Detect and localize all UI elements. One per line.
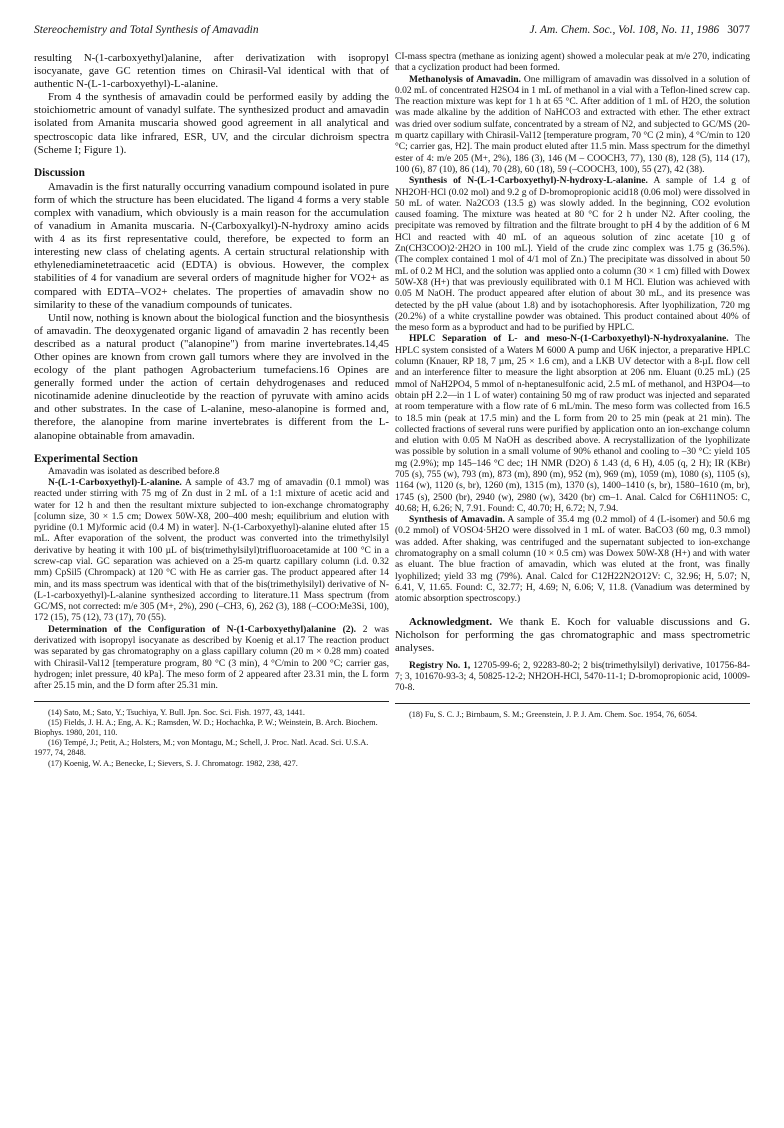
paragraph-body: A sample of 1.4 g of NH2OH·HCl (0.02 mol) and 9.2 g of D-bromopropionic acid18 (0.06 mol) were dissolved in 50 mL of water. Na2CO3 (13.5 g) was slowly added. In the beginning, CO2 evolution caused foaming. The mixture was heated at 80 °C for 2 h under N2. After cooling, the precipitate was removed by filtration and the filtrate brought to pH 4 by the addition of 6 M HCl and reacted with 40 mL of an aqueous solution of zinc acetate [10 g of Zn(CH3COO)2·2H2O in 100 mL]. Yield of the crude zinc complex was 1.75 g (36.5%). (The complex contained 1 mol of 4/1 mol of Zn.) The precipitate was dissolved in about 50 mL of 0.2 M HCl, and the solution was applied onto a column (30 × 1 cm) filled with Dowex 50W-X8 (H+) that was previously equilibrated with 0.1 M HCl. Elution was achieved with 0.05 M NaOH. The product appeared after elution of about 30 mL, and its presence was detected by the pH value (about 1.8) and by isotachophoresis. After lyophilization, 720 mg (20.2%) of a white crystalline powder was obtained. This product contained about 40% of the meso form as a byproduct and had to be purified by HPLC.: [395, 176, 750, 334]
footnote-18: (18) Fu, S. C. J.; Birnbaum, S. M.; Greenstein, J. P. J. Am. Chem. Soc. 1954, 76, 6054.: [409, 709, 698, 719]
run-in-heading: Determination of the Configuration of N-(1-Carboxyethyl)alanine (2).: [48, 624, 357, 635]
paragraph-body: A sample of 35.4 mg (0.2 mmol) of 4 (L-isomer) and 50.6 mg (0.2 mmol) of VOSO4·5H2O were dissolved in 1 mL of water. BaCO3 (60 mg, 0.3 mmol) was added. After shaking, was centrifuged and the supernatant subjected to ion-exchange chromatography on a small column (10 × 0.5 cm) was Dowex 50W-X8 (H+) and with water as eluant. The blue fraction of amavadin, which was eluted at the front, was finally lyophilized; yield 33 mg (79%). Anal. Calcd for C12H22N2O12V: C, 32.96; H, 5.07; N, 6.41, V, 11.65. Found: C, 32.77; H, 4.69; N, 6.06; V, 11.8. (Vanadium was determined by atomic absorption spectroscopy.): [395, 515, 750, 605]
registry-heading: Registry No. 1,: [409, 660, 471, 671]
paragraph-body: 2 was derivatized with isopropyl isocyanate as described by Koenig et al.17 The reaction product was separated by gas chromatography on a glass capillary column (20 m × 0.28 mm) coated with Chirasil-Val12 [temperature program, 80 °C (3 min), 4 °C/min to 200 °C; carrier gas, hydrogen; inlet pressure, 40 kPa]. The meso form of 2 appeared after 23.31 min, the L form after 25.15 min, and the D form after 25.31 min.: [34, 624, 389, 692]
paragraph-body: The HPLC system consisted of a Waters M 6000 A pump and U6K injector, a preparative HPLC column (Knauer, RP 18, 7 µm, 25 × 1.6 cm), and a LKB UV detector with a 8-µL flow cell and an interference filter to measure the light absorption at 206 nm. Eluant (0.25 mL) (25 mmol of NaH2PO4, 5 mmol of n-heptanesulfonic acid, 2.5 mL of methanol, and H3PO4—to obtain pH 2.2—in 1 L of water) containing 50 mg of raw product was injected and separated at room temperature with a flow rate of 6 mL/min. The meso form was collected from 16.5 to 18.5 min (peak at 17.5 min) and the L form from 20 to 25 min (peak at 21 min). The collected fractions of several runs were purified by application onto an ion-exchange column and elution with 0.05 M NaOH as described above. A recrystallization of the lyophilizate was possible by solution in a small volume of 90% ethanol and cooling to –30 °C: yield 105 mg (2.9%); mp 145–146 °C dec; 1H NMR (D2O) δ 1.43 (d, 6 H), 4.05 (q, 2 H); IR (KBr) 705 (s), 755 (w), 793 (m), 873 (m), 890 (m), 952 (m), 969 (m), 1059 (m), 1080 (s), 1105 (s), 1164 (w), 1120 (s, br), 1260 (m), 1315 (m), 1370 (s), 1400–1410 (s, br), 1580–1610 (m, br), 1745 (s), 2500 (br), 2940 (w), 2980 (w), 3420 (br) cm–1. Anal. Calcd for C6H11NO5: C, 40.68; H, 6.26; N, 7.91. Found: C, 40.70; H, 6.72; N, 7.94.: [395, 334, 750, 514]
experimental-paragraph-1: Amavadin was isolated as described before.8: [48, 466, 220, 477]
experimental-paragraph-3: [34, 625, 389, 693]
running-head-citation: [529, 24, 750, 36]
intro-paragraph: resulting N-(1-carboxyethyl)alanine, after derivatization with isopropyl isocyanate, gave GC retention times on Chirasil-Val identical with that of authentic N-(L-1-carboxyethyl)-L-alanine.: [34, 52, 389, 91]
methanolysis-paragraph: [395, 75, 750, 177]
amavadin-synthesis-paragraph: [395, 515, 750, 605]
footnote-15: (15) Fields, J. H. A.; Eng, A. K.; Ramsden, W. D.; Hochachka, P. W.; Weinstein, B. Arch. Biochem. Biophys. 1980, 201, 110.: [34, 717, 378, 737]
acknowledgment-body: We thank E. Koch for valuable discussions and G. Nicholson for performing the gas chromatographic and mass spectrometric analyses.: [395, 615, 750, 654]
footnote-17: (17) Koenig, W. A.; Benecke, I.; Sievers, S. J. Chromatogr. 1982, 238, 427.: [48, 758, 298, 768]
footnote-divider: [395, 703, 750, 704]
run-in-heading: HPLC Separation of L- and meso-N-(1-Carboxyethyl)-N-hydroxyalanine.: [409, 334, 729, 345]
hplc-paragraph: [395, 334, 750, 515]
footnote-16: (16) Tempé, J.; Petit, A.; Holsters, M.; von Montagu, M.; Schell, J. Proc. Natl. Acad. Sci. U.S.A. 1977, 74, 2848.: [34, 738, 369, 758]
page-number: 3077: [727, 24, 750, 36]
running-head: [34, 24, 750, 40]
left-column: [34, 52, 389, 769]
paragraph-body: A sample of 43.7 mg of amavadin (0.1 mmol) was reacted under stirring with 75 mg of Zn dust in 2 mL of a 1:1 mixture of acetic acid and water for 12 h and then the resultant mixture subjected to ion-exchange chromatography [column size, 30 × 1.5 cm; Dowex 50W-X8, 200–400 mesh; equilibrium and elution with pyridine (0.1 M)/formic acid (0.4 M) in water]. N-(1-Carboxyethyl)-alanine eluted after 15 mL. After evaporation of the solvent, the product was converted into the trimethylsilyl derivative by heating it with 100 µL of bis(trimethylsilyl)trifluoroacetamide at 100 °C in a screw-cap vial. GC separation was achieved on a 25-m quartz capillary column (i.d. 0.32 mm) CpSil5 (Chrompack) at 120 °C with He as carrier gas. The product appeared after 14 min, and its mass spectrum was identical with that of the bis(trimethylsilyl) derivative of N-(L-1-carboxyethyl)-L-alanine synthesized according to literature.11 Mass spectrum (from GC/MS, not corrected: m/e 305 (M+, 2%), 290 (–CH3, 6), 262 (3), 188 (–COO:Me3Si, 100), 172 (15), 75 (12), 73 (17), 70 (55).: [34, 477, 389, 624]
ci-mass-paragraph: CI-mass spectra (methane as ionizing agent) showed a molecular peak at m/e 270, indicating that a cyclization product had been formed.: [395, 52, 750, 74]
experimental-heading: Experimental Section: [34, 452, 138, 465]
paragraph-body: One milligram of amavadin was dissolved in a solution of 0.02 mL of concentrated H2SO4 in 1 mL of methanol in a vial with a Teflon-lined screw cap. The reaction mixture was kept for 1 h at 65 °C. After addition of 1 mL of H2O, the solution was made alkaline by the addition of NaHCO3 and extracted with ether. The ether extract was dried over sodium sulfate, concentrated by a stream of N2, and subjected to GC/MS (20-m quartz capillary with Chirasil-Val12 [temperature program, 70 °C (2 min), 4 °C/min to 120 °C; carrier gas, H2]. The main product eluted after 11.5 min. Mass spectrum for the dimethyl ester of 4: m/e 205 (M+, 2%), 186 (3), 146 (M – COOCH3, 77), 130 (8), 128 (5), 114 (17), 100 (6), 87 (10), 86 (14), 70 (28), 60 (18), 59 (–COOCH3, 100), 55 (27), 42 (38).: [395, 74, 750, 175]
discussion-paragraph-1: Amavadin is the first naturally occurring vanadium compound isolated in pure form of which the structure has been elucidated. The ligand 4 forms a very stable complex with vanadium, which obviously is a main reason for the accumulation of vanadium in Amanita muscaria. N-(Carboxyalkyl)-N-hydroxy amino acids with 4 as its first representative could, therefore, be expected to form an interesting new class of chelating agents. A certain structural relationship with ethylenediaminetetraacetic acid (EDTA) is obvious. However, the complex stabilities of 4 for vanadium are several orders of magnitude higher for VO2+ as compared with EDTA–VO2+ chelates. The properties of amavadin show no similarity to these of the vanadium compounds of tunicates.: [34, 180, 389, 311]
journal-citation: J. Am. Chem. Soc., Vol. 108, No. 11, 1986: [529, 24, 720, 36]
registry-numbers: [395, 661, 750, 695]
run-in-heading: Synthesis of N-(L-1-Carboxyethyl)-N-hydroxy-L-alanine.: [409, 176, 648, 187]
acknowledgment-heading: Acknowledgment.: [409, 615, 493, 628]
run-in-heading: N-(L-1-Carboxyethyl)-L-alanine.: [48, 477, 182, 488]
footnote-14: (14) Sato, M.; Sato, Y.; Tsuchiya, Y. Bull. Jpn. Soc. Sci. Fish. 1977, 43, 1441.: [48, 707, 305, 717]
run-in-heading: Synthesis of Amavadin.: [409, 515, 505, 526]
experimental-paragraph-2: [34, 478, 389, 625]
running-head-title: Stereochemistry and Total Synthesis of Amavadin: [34, 24, 259, 36]
discussion-heading: Discussion: [34, 166, 85, 179]
right-column: [395, 52, 750, 720]
run-in-heading: Methanolysis of Amavadin.: [409, 74, 521, 85]
registry-body: 12705-99-6; 2, 92283-80-2; 2 bis(trimethylsilyl) derivative, 101756-84-7; 3, 101670-93-3; 4, 50825-12-2; NH2OH-HCl, 5470-11-1; D-bromopropionic acid, 10009-70-8.: [395, 660, 750, 694]
synthesis-paragraph: [395, 176, 750, 334]
footnote-divider: [34, 701, 389, 702]
intro-paragraph-2: From 4 the synthesis of amavadin could be performed easily by adding the stoichiometric amount of vanadyl sulfate. The synthesized product and amavadin isolated from Amanita muscaria showed good agreement in all analytical and spectroscopic data like infrared, ESR, UV, and the circular dichroism spectra (Scheme I; Figure 1).: [34, 91, 389, 156]
discussion-paragraph-2: Until now, nothing is known about the biological function and the biosynthesis of amavadin. The deoxygenated organic ligand of amavadin 2 has recently been described as a natural product ("alanopine") from marine invertebrates.14,45 Other opines are known from crown gall tumors where they are involved in the ecology of the plant pathogen Agrobacterium tumefaciens.16 Opines are generally formed under the action of certain dehydrogenases and reduced nicotinamide adenine dinucleotide by the reaction of pyruvate with amino acids and other substrates. In the case of L-alanine, meso-alanopine is formed and, therefore, the alanopine from marine invertebrates is different from the L-alanopine obtainable from amavadin.: [34, 311, 389, 442]
acknowledgment: [395, 616, 750, 655]
